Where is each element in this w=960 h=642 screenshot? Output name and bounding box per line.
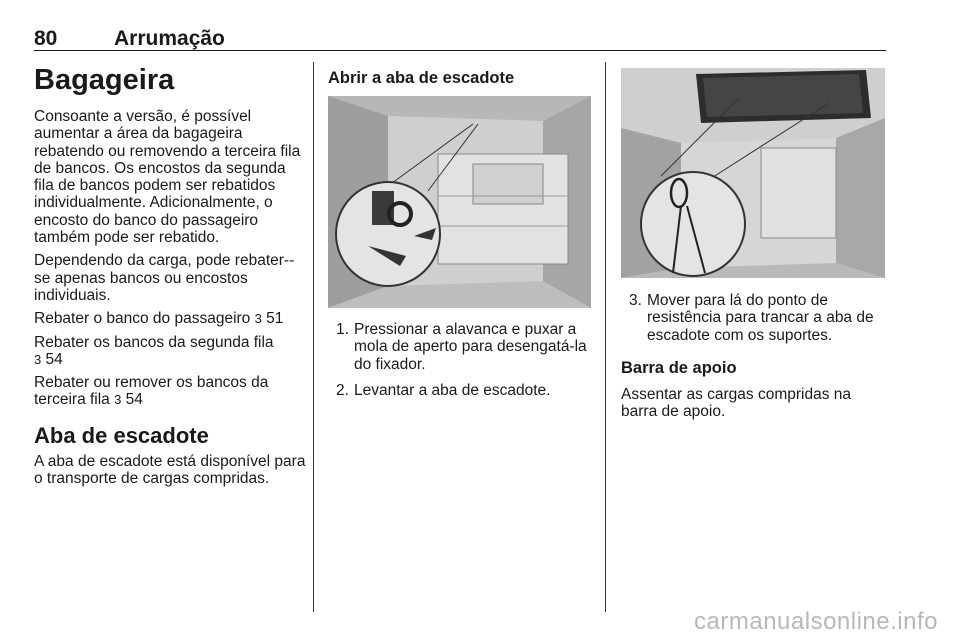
page-reference-icon: 3 [34,351,42,367]
page-reference-icon: 3 [254,311,262,327]
reference-link[interactable]: 54 [125,391,143,409]
subsection-title: Abrir a aba de escadote [328,69,515,87]
illustration-release-lever-drawing [328,96,591,308]
watermark: carmanualsonline.info [694,608,938,635]
section-title-bagageira: Bagageira [34,64,175,96]
steps-list [328,321,592,399]
reference-line: Rebater o banco do passageiro 3 51 [34,310,284,328]
list-item: 2. Levantar a aba de escadote. [336,381,551,399]
illustration-release-lever [328,96,591,308]
middle-column [328,68,592,96]
column-divider [313,62,314,612]
steps-list [621,292,885,344]
list-item: 1. Pressionar a alavanca e puxar a mola de aperto para desengatá-la do fixador. [336,321,587,373]
right-column [621,292,885,426]
illustration-ladder-flap-drawing [621,68,885,278]
paragraph: Assentar as cargas compridas na barra de apoio. [621,385,852,421]
left-column [34,64,306,493]
paragraph: Dependendo da carga, pode rebater--se apenas bancos ou encostos individuais. [34,252,295,304]
reference-link[interactable]: 51 [266,310,284,328]
column-divider [605,62,606,612]
list-item: 3. Mover para lá do ponto de resistência para trancar a aba de escadote com os suportes. [629,292,874,344]
reference-line: Rebater ou remover os bancos da terceira fila 3 54 [34,374,269,409]
subsection-title-barra: Barra de apoio [621,358,737,377]
illustration-ladder-flap [621,68,885,278]
reference-line: Rebater os bancos da segunda fila 3 54 [34,333,274,368]
chapter-title: Arrumação [114,27,225,50]
page-reference-icon: 3 [114,392,122,408]
middle-steps [328,321,592,408]
reference-link[interactable]: 54 [45,350,63,368]
page-number: 80 [34,27,58,50]
section-title-aba: Aba de escadote [34,422,209,448]
page-header [34,12,886,51]
paragraph: Consoante a versão, é possível aumentar a área da bagageira rebatendo ou removendo a terceira fila de bancos. Os encostos da segunda fila de bancos podem ser rebatidos individualmente. Adicionalmente, o encosto do banco do passageiro também pode ser rebatido. [34,108,301,247]
paragraph: A aba de escadote está disponível para o transporte de cargas compridas. [34,452,306,488]
